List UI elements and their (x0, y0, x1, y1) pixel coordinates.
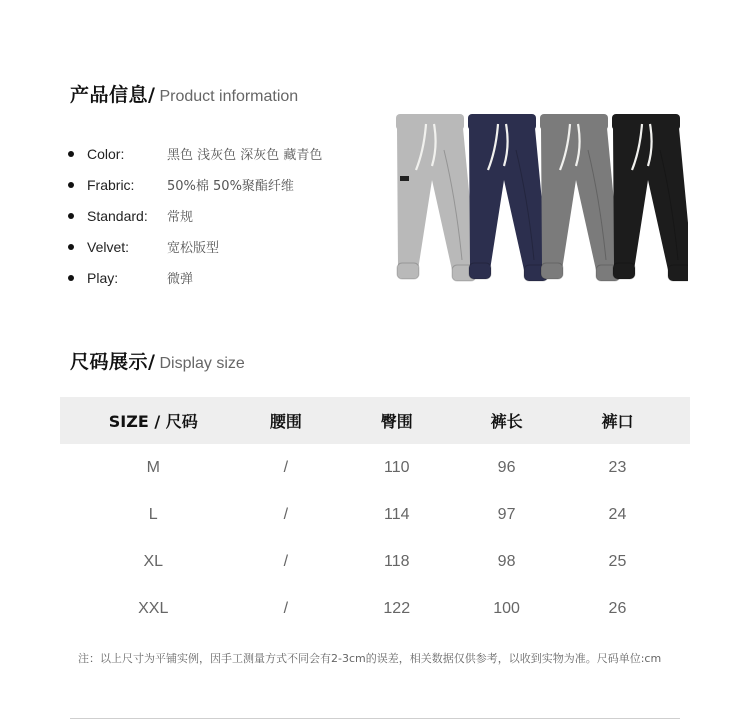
cell-size: XXL (138, 599, 169, 617)
cell-waist: / (283, 505, 289, 523)
cell-length: 98 (497, 552, 516, 570)
info-value: 宽松版型 (167, 241, 220, 256)
table-row (60, 585, 690, 632)
pants-illustration (388, 110, 688, 285)
cell-waist: / (283, 552, 289, 570)
header-length: 裤长 (468, 397, 545, 444)
cell-size: L (148, 505, 158, 523)
info-row-play (68, 262, 322, 293)
info-label: Velvet: (87, 238, 130, 255)
header-waist: 腰围 (247, 397, 326, 444)
table-row (60, 538, 690, 585)
size-title (70, 347, 245, 374)
product-info-title-cn: 产品信息/ (70, 84, 156, 106)
info-label: Color: (87, 145, 125, 162)
product-info-list (68, 138, 322, 293)
brand-tag (400, 176, 409, 181)
size-table (60, 397, 690, 632)
info-row-standard (68, 200, 322, 231)
size-table-header (60, 397, 690, 444)
info-label: Frabric: (87, 176, 135, 193)
header-hip: 臀围 (325, 397, 468, 444)
info-row-velvet (68, 231, 322, 262)
cell-length: 100 (493, 599, 520, 617)
cell-hem: 26 (608, 599, 627, 617)
cell-length: 96 (497, 458, 516, 476)
size-title-cn: 尺码展示/ (70, 351, 156, 373)
info-label: Standard: (87, 207, 148, 224)
info-label: Play: (87, 269, 119, 286)
cell-hem: 24 (608, 505, 627, 523)
pants-navy (468, 114, 548, 281)
bullet-icon (68, 182, 74, 188)
cell-waist: / (283, 458, 289, 476)
bullet-icon (68, 213, 74, 219)
info-value: 常规 (167, 210, 194, 225)
header-hem: 裤口 (545, 397, 690, 444)
cell-hip: 114 (383, 505, 410, 523)
cell-hip: 118 (383, 552, 410, 570)
cell-size: M (146, 458, 160, 476)
info-row-fabric (68, 169, 322, 200)
pants-black (612, 114, 688, 281)
cell-hip: 110 (383, 458, 410, 476)
size-title-en: Display size (159, 355, 245, 372)
pants-light-grey (396, 114, 476, 281)
cell-hip: 122 (383, 599, 411, 617)
cell-size: XL (143, 552, 164, 570)
info-value: 黑色 浅灰色 深灰色 藏青色 (167, 148, 323, 163)
cell-hem: 23 (608, 458, 627, 476)
table-row (60, 491, 690, 538)
product-image (388, 110, 688, 285)
bullet-icon (68, 151, 74, 157)
header-size: SIZE / 尺码 (60, 397, 247, 444)
cell-length: 97 (497, 505, 516, 523)
product-info-title (70, 80, 298, 107)
bullet-icon (68, 275, 74, 281)
divider (70, 718, 680, 719)
table-row (60, 444, 690, 491)
cell-hem: 25 (608, 552, 627, 570)
bullet-icon (68, 244, 74, 250)
info-value: 微弹 (167, 272, 194, 287)
cell-waist: / (283, 599, 289, 617)
info-value: 50%棉 50%聚酯纤维 (167, 179, 294, 194)
pants-dark-grey (540, 114, 620, 281)
product-info-title-en: Product information (159, 88, 299, 105)
info-row-color (68, 138, 322, 169)
measurement-note: 注：以上尺寸为平铺实例，因手工测量方式不同会有2-3cm的误差，相关数据仅供参考，以收到实物为准。尺码单位:cm (78, 652, 662, 665)
